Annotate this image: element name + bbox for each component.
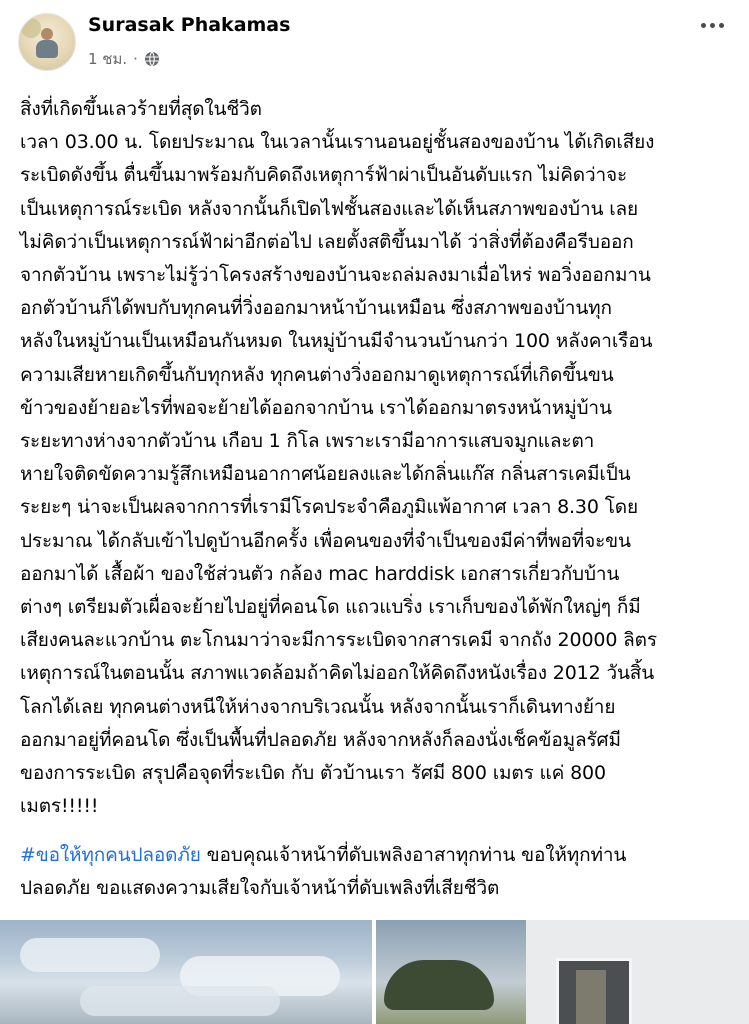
tag-line-1	[20, 839, 732, 872]
photo-grid	[0, 920, 749, 1024]
post-line: หลังในหมู่บ้านเป็นเหมือนกันหมด ในหมู่บ้านมีจำนวนบ้านกว่า 100 หลังคาเรือน	[20, 330, 653, 353]
post-header	[0, 0, 749, 85]
tag-line-2: ปลอดภัย ขอแสดงความเสียใจกับเจ้าหน้าที่ดับเพลิงที่เสียชีวิต	[20, 877, 500, 900]
more-dot	[701, 23, 706, 28]
more-dot	[719, 23, 724, 28]
tag-line-1-text: ขอบคุณเจ้าหน้าที่ดับเพลิงอาสาทุกท่าน ขอให้ทุกท่าน	[200, 844, 627, 866]
avatar-background	[21, 18, 41, 38]
post-tag-block	[20, 839, 732, 905]
photo-cloud	[80, 986, 280, 1016]
post-line: จากตัวบ้าน เพราะไม่รู้ว่าโครงสร้างของบ้านจะถล่มลงมาเมื่อไหร่ พอวิ่งออกมาน	[20, 264, 651, 287]
globe-icon[interactable]	[144, 51, 160, 67]
meta-separator: ·	[133, 50, 138, 68]
post-line: ออกมาอยู่ที่คอนโด ซึ่งเป็นพื้นที่ปลอดภัย หลังจากหลังก็ลองนั่งเช็คข้อมูลรัศมี	[20, 728, 621, 751]
post-body	[20, 93, 732, 823]
post-line: ระยะทางห่างจากตัวบ้าน เกือบ 1 กิโล เพราะเรามีอาการแสบจมูกและตา	[20, 430, 595, 453]
post-line: หายใจติดขัดความรู้สึกเหมือนอากาศน้อยลงและได้กลิ่นแก๊ส กลิ่นสารเคมีเป็น	[20, 463, 631, 486]
post-meta	[88, 48, 160, 70]
post-time[interactable]: 1 ชม.	[88, 50, 128, 68]
avatar-head	[41, 28, 53, 40]
post-line: เมตร!!!!!	[20, 795, 99, 818]
more-dot	[710, 23, 715, 28]
more-options-icon[interactable]	[697, 14, 727, 36]
post-line: สิ่งที่เกิดขึ้นเลวร้ายที่สุดในชีวิต	[20, 98, 262, 120]
post-photo-1[interactable]	[0, 920, 372, 1024]
post-line: ต่างๆ เตรียมตัวเผื่อจะย้ายไปอยู่ที่คอนโด แถวแบริ่ง เราเก็บของได้พักใหญ่ๆ ก็มี	[20, 596, 641, 619]
photo-cloud	[20, 938, 160, 972]
post-line: เหตุการณ์ในตอนนั้น สภาพแวดล้อมถ้าคิดไม่ออกให้คิดถึงหนังเรื่อง 2012 วันสิ้น	[20, 662, 655, 685]
post-line: อกตัวบ้านก็ได้พบกับทุกคนที่วิ่งออกมาหน้าบ้านเหมือน ซึ่งสภาพของบ้านทุก	[20, 297, 612, 320]
post-line: ความเสียหายเกิดขึ้นกับทุกหลัง ทุกคนต่างวิ่งออกมาดูเหตุการณ์ที่เกิดขึ้นขน	[20, 363, 614, 386]
post-line: ประมาณ ได้กลับเข้าไปดูบ้านอีกครั้ง เพื่อคนของที่จำเป็นของมีค่าที่พอที่จะขน	[20, 529, 631, 552]
post-line: ของการระเบิด สรุปคือจุดที่ระเบิด กับ ตัวบ้านเรา รัศมี 800 เมตร แค่ 800	[20, 762, 606, 785]
avatar-body	[36, 40, 58, 58]
author-name[interactable]: Surasak Phakamas	[88, 14, 291, 36]
post-line: ระยะๆ น่าจะเป็นผลจากการที่เรามีโรคประจำคือภูมิแพ้อากาศ เวลา 8.30 โดย	[20, 496, 638, 519]
photo-tree	[384, 960, 494, 1010]
post-line: ข้าวของย้ายอะไรที่พอจะย้ายได้ออกจากบ้าน เราได้ออกมาตรงหน้าหมู่บ้าน	[20, 396, 612, 419]
post-line: โลกได้เลย ทุกคนต่างหนีให้ห่างจากบริเวณนั้น หลังจากนั้นเราก็เดินทางย้าย	[20, 695, 616, 718]
post-line: ออกมาได้ เสื้อผ้า ของใช้ส่วนตัว กล้อง mac harddisk เอกสารเกี่ยวกับบ้าน	[20, 562, 620, 585]
hashtag-link[interactable]: #ขอให้ทุกคนปลอดภัย	[20, 844, 201, 866]
post-line: เวลา 03.00 น. โดยประมาณ ในเวลานั้นเรานอนอยู่ชั้นสองของบ้าน ได้เกิดเสียง	[20, 131, 655, 154]
photo-window-pane	[576, 970, 606, 1024]
post-line: เสียงคนละแวกบ้าน ตะโกนมาว่าจะมีการระเบิดจากสารเคมี จากถัง 20000 ลิตร	[20, 629, 657, 652]
post-line: ระเบิดดังขึ้น ตื่นขึ้นมาพร้อมกับคิดถึงเหตุการ์ฟ้าผ่าเป็นอันดับแรก ไม่คิดว่าจะ	[20, 164, 628, 187]
post-photo-2[interactable]	[376, 920, 749, 1024]
avatar[interactable]	[18, 13, 76, 71]
post-line: เป็นเหตุการณ์ระเบิด หลังจากนั้นก็เปิดไฟชั้นสองและได้เห็นสภาพของบ้าน เลย	[20, 197, 639, 220]
post-line: ไม่คิดว่าเป็นเหตุการณ์ฟ้าผ่าอีกต่อไป เลยตั้งสติขึ้นมาได้ ว่าสิ่งที่ต้องคือรีบออก	[20, 230, 634, 253]
